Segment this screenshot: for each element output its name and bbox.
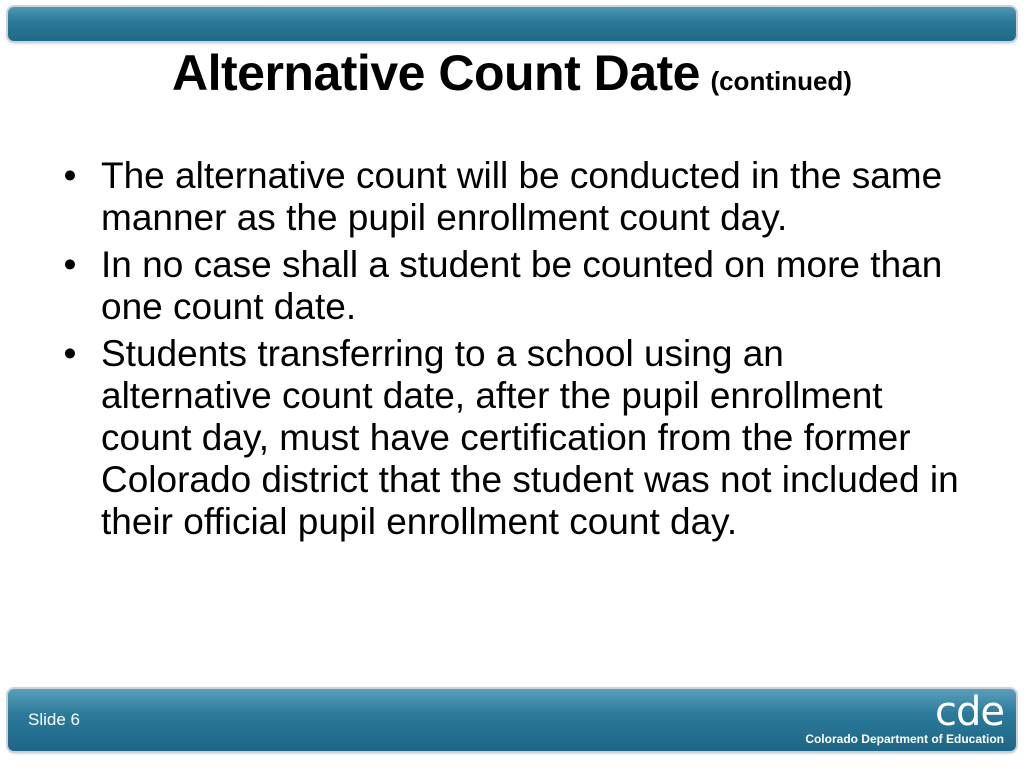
bullet-marker: • <box>63 155 77 196</box>
bullet-text: In no case shall a student be counted on more than one count date. <box>101 244 943 327</box>
title-continued: (continued) <box>710 66 852 96</box>
logo-mark: cde <box>935 689 1004 735</box>
logo-organization-name: Colorado Department of Education <box>805 732 1004 746</box>
cde-logo <box>789 689 1004 748</box>
title-main: Alternative Count Date <box>172 45 700 101</box>
bullet-item <box>60 333 960 543</box>
slide-title <box>0 44 1024 102</box>
bullet-list <box>60 155 960 548</box>
header-bar <box>8 7 1016 41</box>
bullet-marker: • <box>63 333 77 374</box>
bullet-item <box>60 155 960 239</box>
bullet-marker: • <box>63 244 77 285</box>
bullet-text: Students transferring to a school using an alternative count date, after the pupil enrollment count day, must have certification from the former Colorado district that the student was not included in their official pupil enrollment count day. <box>101 333 959 542</box>
bullet-text: The alternative count will be conducted in the same manner as the pupil enrollment count day. <box>101 155 943 238</box>
slide-number: Slide 6 <box>28 710 80 729</box>
bullet-item <box>60 244 960 328</box>
